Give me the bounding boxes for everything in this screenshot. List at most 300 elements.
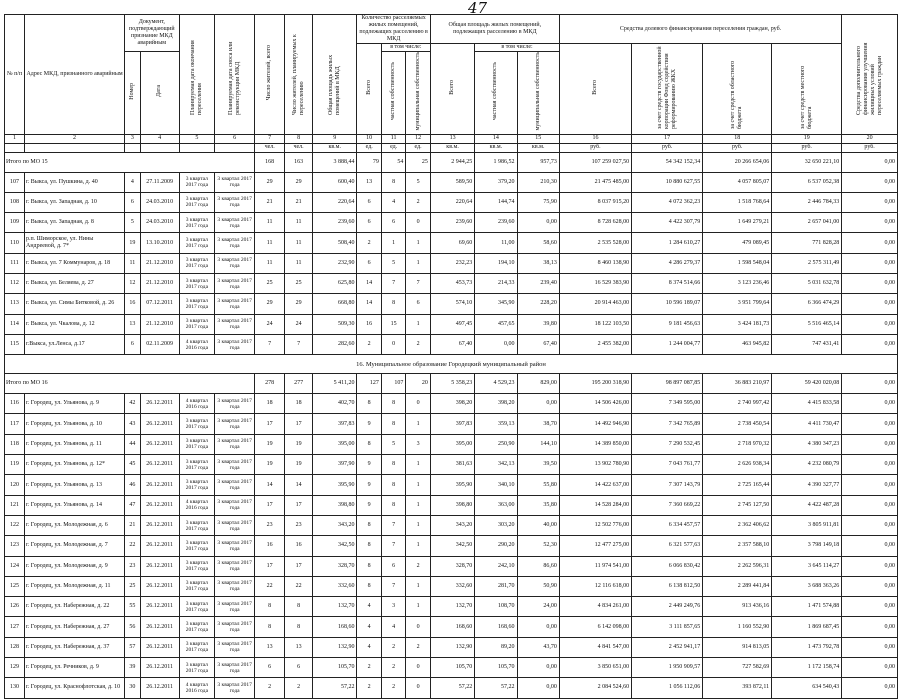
table-cell: 214,33 <box>475 273 517 293</box>
section-title: 16. Муниципальное образование Городецкий муниципальный район <box>5 355 898 374</box>
table-cell: 395,00 <box>312 434 356 454</box>
table-cell: 8 <box>381 414 405 434</box>
table-row <box>5 273 898 293</box>
table-cell: 02.11.2009 <box>140 334 179 354</box>
table-cell: 14 506 426,00 <box>559 394 631 414</box>
table-cell: 7 043 761,77 <box>632 455 703 475</box>
table-row <box>5 597 898 617</box>
table-cell: 55,80 <box>517 475 559 495</box>
table-cell: 17 <box>285 414 313 434</box>
table-cell: 220,64 <box>312 192 356 212</box>
table-cell: 4 380 347,23 <box>772 434 842 454</box>
table-cell: 0,00 <box>842 192 898 212</box>
table-cell: 7 307 143,79 <box>632 475 703 495</box>
table-cell: 21.12.2010 <box>140 273 179 293</box>
header-index: № п/п <box>5 15 25 135</box>
table-row <box>5 495 898 515</box>
table-cell: 1 <box>406 314 430 334</box>
table-cell: 35,80 <box>517 495 559 515</box>
table-cell: 112 <box>5 273 25 293</box>
table-cell: 3 <box>406 434 430 454</box>
table-cell: 21 <box>285 192 313 212</box>
table-cell: 402,70 <box>312 394 356 414</box>
table-cell: 6 142 098,00 <box>559 617 631 637</box>
table-cell: 24 <box>255 314 285 334</box>
table-cell: 4 <box>381 617 405 637</box>
header-extra-funds: Средства дополнительного финансирования улучшения жилищных условий переселяемых граждан <box>855 42 883 115</box>
table-row <box>5 233 898 253</box>
table-cell: 11 <box>285 213 313 233</box>
table-cell: 25 <box>255 273 285 293</box>
table-cell: 2 <box>406 637 430 657</box>
table-cell: 14 422 637,00 <box>559 475 631 495</box>
table-cell: 1 <box>406 536 430 556</box>
table-cell: 1 <box>406 495 430 515</box>
table-cell: 115 <box>5 334 25 354</box>
table-cell: 105,70 <box>430 658 474 678</box>
table-cell: 25 <box>125 576 141 596</box>
table-cell: 105,70 <box>475 658 517 678</box>
table-cell: 3 квартал 2017 года <box>179 455 215 475</box>
column-number: 11 <box>381 134 405 143</box>
column-number: 14 <box>475 134 517 143</box>
table-cell: 116 <box>5 394 25 414</box>
table-cell: 3 квартал 2017 года <box>215 617 255 637</box>
table-cell: 38,70 <box>517 414 559 434</box>
table-cell: 17 <box>285 556 313 576</box>
table-cell: 509,30 <box>312 314 356 334</box>
table-cell: 3 квартал 2017 года <box>179 273 215 293</box>
table-cell: 3 645 114,27 <box>772 556 842 576</box>
table-cell: 3 квартал 2017 года <box>215 394 255 414</box>
table-cell: 3 квартал 2017 года <box>179 294 215 314</box>
table-cell: 463 945,82 <box>703 334 772 354</box>
table-cell: 11 <box>255 253 285 273</box>
table-cell: 6 334 457,57 <box>632 515 703 535</box>
table-cell: 14 492 946,90 <box>559 414 631 434</box>
table-cell: 7 360 669,22 <box>632 495 703 515</box>
table-cell: 46 <box>125 475 141 495</box>
table-cell: 5 <box>125 213 141 233</box>
unit-cell <box>140 143 179 152</box>
header-rooms-incl: в том числе: <box>381 44 430 52</box>
table-cell: 8 <box>357 515 381 535</box>
table-cell: 379,20 <box>475 172 517 192</box>
table-row <box>5 314 898 334</box>
table-cell: 6 537 052,38 <box>772 172 842 192</box>
unit-cell: руб. <box>703 143 772 152</box>
table-cell: 6 <box>255 658 285 678</box>
table-cell: 6 <box>381 213 405 233</box>
table-cell: 342,50 <box>312 536 356 556</box>
table-cell: 342,13 <box>475 455 517 475</box>
table-cell: 3 квартал 2017 года <box>215 495 255 515</box>
table-cell: 2 725 165,44 <box>703 475 772 495</box>
table-cell: 2 <box>357 334 381 354</box>
table-cell: 6 <box>381 556 405 576</box>
table-cell: 107 <box>5 172 25 192</box>
table-cell: 3 квартал 2017 года <box>179 434 215 454</box>
table-row <box>5 172 898 192</box>
header-fin-local: за счет средств местного бюджета <box>799 66 813 130</box>
table-cell: 6 066 830,42 <box>632 556 703 576</box>
table-cell: 3 424 181,73 <box>703 314 772 334</box>
table-cell: 14 <box>357 294 381 314</box>
total-mo16-row-value: 20 <box>406 374 430 394</box>
table-cell: 14 <box>357 273 381 293</box>
table-cell: 4 422 307,79 <box>632 213 703 233</box>
table-cell: 26.12.2011 <box>140 637 179 657</box>
table-cell: 25 <box>285 273 313 293</box>
table-cell: 2 <box>381 637 405 657</box>
table-cell: г. Городец, ул. Молодежная, д. 6 <box>25 515 125 535</box>
table-cell: 232,90 <box>312 253 356 273</box>
table-cell: 2 <box>357 678 381 698</box>
table-cell: 3 квартал 2017 года <box>215 678 255 698</box>
table-cell: 2 <box>406 556 430 576</box>
table-cell: 0,00 <box>842 536 898 556</box>
table-cell: 21 <box>255 192 285 212</box>
table-cell: 7 <box>381 536 405 556</box>
table-cell: 4 <box>357 597 381 617</box>
units-row <box>5 143 898 152</box>
table-cell: 303,20 <box>475 515 517 535</box>
table-cell: 4 квартал 2016 года <box>179 495 215 515</box>
table-cell: 332,60 <box>430 576 474 596</box>
header-address: Адрес МКД, признанного аварийным <box>25 15 125 135</box>
table-cell: 39 <box>125 658 141 678</box>
table-cell: 343,20 <box>312 515 356 535</box>
table-cell: 1 <box>406 597 430 617</box>
table-cell: 14 528 284,00 <box>559 495 631 515</box>
table-cell: 0,00 <box>517 658 559 678</box>
table-cell: 4 <box>381 192 405 212</box>
table-cell: 56 <box>125 617 141 637</box>
table-cell: 3 квартал 2017 года <box>179 556 215 576</box>
table-cell: 6 <box>125 192 141 212</box>
table-cell: 0 <box>381 334 405 354</box>
table-cell: 0,00 <box>842 576 898 596</box>
table-cell: 16 <box>285 536 313 556</box>
unit-cell: руб. <box>842 143 898 152</box>
table-cell: 3 квартал 2017 года <box>215 556 255 576</box>
total-mo15-row-value: 25 <box>406 152 430 172</box>
table-cell: 130 <box>5 678 25 698</box>
table-row <box>5 515 898 535</box>
unit-cell: руб. <box>632 143 703 152</box>
header-fin-regional: за счет средств областного бюджета <box>730 61 744 130</box>
table-cell: 0,00 <box>842 678 898 698</box>
table-row <box>5 192 898 212</box>
total-mo15-row-value: 54 <box>381 152 405 172</box>
table-cell: 2 718 970,32 <box>703 434 772 454</box>
table-cell: 398,20 <box>430 394 474 414</box>
table-cell: 16 <box>255 536 285 556</box>
table-cell: 50,90 <box>517 576 559 596</box>
table-cell: 26.12.2011 <box>140 576 179 596</box>
table-cell: 359,13 <box>475 414 517 434</box>
table-cell: 8 <box>381 495 405 515</box>
table-cell: г. Городец, ул. Речников, д. 9 <box>25 658 125 678</box>
table-cell: г. Выкса, ул. Чкалова, д. 12 <box>25 314 125 334</box>
table-cell: 132,70 <box>312 597 356 617</box>
header-residents-planned: Число жителей, планируемых к переселению <box>291 33 305 115</box>
table-cell: 363,00 <box>475 495 517 515</box>
table-cell: 0,00 <box>842 172 898 192</box>
table-cell: 1 284 610,27 <box>632 233 703 253</box>
table-cell: 1 649 279,21 <box>703 213 772 233</box>
header-area-private: частная собственность <box>492 62 499 121</box>
table-cell: 574,10 <box>430 294 474 314</box>
table-cell: 0,00 <box>842 658 898 678</box>
table-row <box>5 294 898 314</box>
unit-cell: руб. <box>559 143 631 152</box>
unit-cell <box>215 143 255 152</box>
table-cell: 27.11.2009 <box>140 172 179 192</box>
table-cell: 771 828,28 <box>772 233 842 253</box>
column-number: 17 <box>632 134 703 143</box>
table-cell: 1 950 909,57 <box>632 658 703 678</box>
column-number: 1 <box>5 134 25 143</box>
table-row <box>5 434 898 454</box>
table-cell: 4 057 805,07 <box>703 172 772 192</box>
table-cell: 57 <box>125 637 141 657</box>
table-cell: 239,60 <box>312 213 356 233</box>
table-cell: г. Городец, ул. Ульянова, д. 12* <box>25 455 125 475</box>
table-cell: 2 <box>406 334 430 354</box>
table-cell: 0,00 <box>517 394 559 414</box>
table-cell: г. Выкса, ул. 7 Коммунаров, д. 18 <box>25 253 125 273</box>
table-cell: 12 116 618,00 <box>559 576 631 596</box>
table-cell: г. Выкса, ул. Пушкина, д. 40 <box>25 172 125 192</box>
table-cell: 210,30 <box>517 172 559 192</box>
table-cell: 332,60 <box>312 576 356 596</box>
unit-cell <box>179 143 215 152</box>
table-cell: 8 <box>381 172 405 192</box>
table-cell: 17 <box>255 495 285 515</box>
table-cell: 19 <box>125 233 141 253</box>
table-cell: 8 <box>255 597 285 617</box>
table-cell: 13 <box>255 637 285 657</box>
total-mo16-row-value: 36 883 210,97 <box>703 374 772 394</box>
table-cell: 1 <box>406 576 430 596</box>
table-cell: 10 880 627,55 <box>632 172 703 192</box>
table-cell: 2 535 528,00 <box>559 233 631 253</box>
table-cell: 15 <box>381 314 405 334</box>
table-cell: 0,00 <box>842 253 898 273</box>
section-header-row <box>5 355 898 374</box>
table-cell: 1 244 004,77 <box>632 334 703 354</box>
table-cell: 4 <box>357 617 381 637</box>
table-cell: 2 <box>381 678 405 698</box>
table-cell: 3 951 799,64 <box>703 294 772 314</box>
header-financing-group: Средства долевого финансирования переселения граждан, руб. <box>559 15 841 44</box>
table-cell: 0,00 <box>842 637 898 657</box>
table-cell: 2 357 588,10 <box>703 536 772 556</box>
table-cell: 3 квартал 2017 года <box>179 475 215 495</box>
column-number: 15 <box>517 134 559 143</box>
table-cell: 3 квартал 2017 года <box>179 597 215 617</box>
table-row <box>5 334 898 354</box>
table-cell: 113 <box>5 294 25 314</box>
table-cell: 11,00 <box>475 233 517 253</box>
table-cell: 3 850 651,00 <box>559 658 631 678</box>
table-cell: 6 138 812,50 <box>632 576 703 596</box>
table-cell: 57,22 <box>430 678 474 698</box>
table-cell: г. Городец, ул. Ульянова, д. 10 <box>25 414 125 434</box>
total-mo16-row-value: 59 420 020,08 <box>772 374 842 394</box>
unit-cell: кв.м. <box>312 143 356 152</box>
column-number: 18 <box>703 134 772 143</box>
table-row <box>5 576 898 596</box>
table-cell: 3 квартал 2017 года <box>179 576 215 596</box>
table-cell: 23 <box>285 515 313 535</box>
table-cell: 58,60 <box>517 233 559 253</box>
table-cell: 2 084 524,60 <box>559 678 631 698</box>
table-cell: 2 <box>357 658 381 678</box>
table-cell: 124 <box>5 556 25 576</box>
table-cell: 57,22 <box>312 678 356 698</box>
total-mo16-row-value: 278 <box>255 374 285 394</box>
table-cell: 0,00 <box>842 434 898 454</box>
table-cell: 398,80 <box>430 495 474 515</box>
table-row <box>5 253 898 273</box>
table-cell: 397,83 <box>312 414 356 434</box>
table-cell: 26.12.2011 <box>140 434 179 454</box>
table-cell: 8 728 628,00 <box>559 213 631 233</box>
table-row <box>5 394 898 414</box>
table-cell: 17 <box>285 495 313 515</box>
table-cell: 1 <box>406 515 430 535</box>
table-cell: 89,20 <box>475 637 517 657</box>
table-cell: 43,70 <box>517 637 559 657</box>
table-cell: 109 <box>5 213 25 233</box>
table-cell: 22 <box>125 536 141 556</box>
column-number-row <box>5 134 898 143</box>
table-cell: 0,00 <box>842 414 898 434</box>
table-cell: 67,40 <box>430 334 474 354</box>
header-rooms-total: Всего <box>365 79 372 95</box>
table-cell: 45 <box>125 455 141 475</box>
table-cell: 117 <box>5 414 25 434</box>
table-cell: 26.12.2011 <box>140 414 179 434</box>
table-cell: 194,10 <box>475 253 517 273</box>
table-cell: г. Городец, ул. Ульянова, д. 11 <box>25 434 125 454</box>
unit-cell: ед. <box>381 143 405 152</box>
table-cell: 8 <box>381 475 405 495</box>
table-cell: 1 518 768,64 <box>703 192 772 212</box>
table-cell: 3 квартал 2017 года <box>179 658 215 678</box>
table-cell: 11 <box>125 253 141 273</box>
table-cell: 453,73 <box>430 273 474 293</box>
table-cell: 1 <box>406 233 430 253</box>
table-cell: 2 <box>381 658 405 678</box>
table-cell: 3 квартал 2017 года <box>215 658 255 678</box>
unit-cell: кв.м. <box>517 143 559 152</box>
table-cell: 144,10 <box>517 434 559 454</box>
unit-cell <box>25 143 125 152</box>
table-cell: 26.12.2011 <box>140 495 179 515</box>
table-cell: 24.03.2010 <box>140 213 179 233</box>
table-cell: 29 <box>255 172 285 192</box>
table-cell: 1 471 574,88 <box>772 597 842 617</box>
table-cell: 44 <box>125 434 141 454</box>
table-cell: 1 160 552,90 <box>703 617 772 637</box>
table-cell: 3 квартал 2017 года <box>179 253 215 273</box>
table-cell: 4 411 730,47 <box>772 414 842 434</box>
table-cell: 913 436,16 <box>703 597 772 617</box>
table-cell: 29 <box>285 294 313 314</box>
table-cell: 69,60 <box>430 233 474 253</box>
header-fin-fund: за счет средств государственной корпорации Фонд содействия реформированию ЖКХ <box>656 46 677 130</box>
total-mo15-row-value: 163 <box>285 152 313 172</box>
table-cell: 39,50 <box>517 455 559 475</box>
table-cell: 1 <box>381 233 405 253</box>
total-mo16-row-value: 5 411,20 <box>312 374 356 394</box>
header-area-municipal: муниципальная собственность <box>534 52 541 131</box>
table-cell: 4 286 279,37 <box>632 253 703 273</box>
column-number: 20 <box>842 134 898 143</box>
table-cell: 3 квартал 2017 года <box>179 536 215 556</box>
table-cell: 3 квартал 2017 года <box>215 213 255 233</box>
table-cell: 1 473 792,78 <box>772 637 842 657</box>
table-cell: 21.12.2010 <box>140 314 179 334</box>
total-mo15-row-value: 107 259 027,50 <box>559 152 631 172</box>
table-cell: 17 <box>255 414 285 434</box>
total-mo16-row-value: 98 897 087,85 <box>632 374 703 394</box>
table-cell: 398,20 <box>475 394 517 414</box>
table-cell: 4 квартал 2016 года <box>179 678 215 698</box>
table-cell: 3 688 363,26 <box>772 576 842 596</box>
table-cell: 479 089,45 <box>703 233 772 253</box>
table-cell: 19 <box>255 455 285 475</box>
table-cell: 0,00 <box>842 455 898 475</box>
table-cell: 3 квартал 2017 года <box>179 172 215 192</box>
total-mo15-row-value: 0,00 <box>842 152 898 172</box>
table-cell: 0,00 <box>842 475 898 495</box>
table-cell: 0,00 <box>842 495 898 515</box>
table-cell: 1 598 548,04 <box>703 253 772 273</box>
table-cell: 2 455 382,00 <box>559 334 631 354</box>
table-cell: 0,00 <box>842 233 898 253</box>
table-cell: 16 <box>125 294 141 314</box>
total-mo15-row-value: 3 888,44 <box>312 152 356 172</box>
table-cell: г. Городец, ул. Набережная, д. 22 <box>25 597 125 617</box>
unit-cell: кв.м. <box>430 143 474 152</box>
table-cell: 57,22 <box>475 678 517 698</box>
header-residents-total: Число жителей, всего <box>266 45 273 101</box>
table-cell: 55 <box>125 597 141 617</box>
total-mo16-row-value: 5 358,23 <box>430 374 474 394</box>
table-cell: 12 502 776,00 <box>559 515 631 535</box>
table-cell: 914 813,05 <box>703 637 772 657</box>
unit-cell: ед. <box>406 143 430 152</box>
table-cell: 8 <box>255 617 285 637</box>
table-cell: 8 <box>357 536 381 556</box>
table-cell: 26.12.2011 <box>140 394 179 414</box>
table-cell: 29 <box>255 294 285 314</box>
table-cell: 9 <box>357 495 381 515</box>
table-cell: 397,83 <box>430 414 474 434</box>
table-cell: 4 232 080,79 <box>772 455 842 475</box>
table-cell: 1 172 158,74 <box>772 658 842 678</box>
table-row <box>5 475 898 495</box>
table-cell: 0,00 <box>842 597 898 617</box>
total-mo16-row-value: 195 200 318,90 <box>559 374 631 394</box>
table-cell: 0,00 <box>842 394 898 414</box>
table-cell: 634 540,43 <box>772 678 842 698</box>
table-cell: 128 <box>5 637 25 657</box>
